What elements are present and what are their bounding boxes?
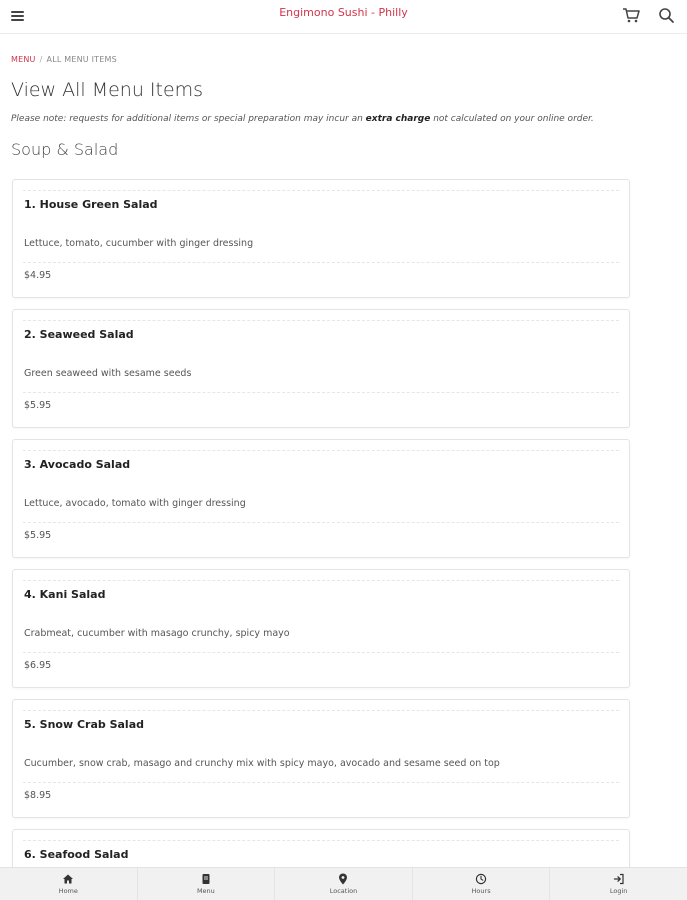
home-icon [62,873,74,885]
item-name: 2. Seaweed Salad [24,328,134,341]
section-title: Soup & Salad [11,140,119,159]
menu-item-card[interactable] [12,569,630,688]
nav-home[interactable] [0,868,138,900]
item-description: Cucumber, snow crab, masago and crunchy mix with spicy mayo, avocado and sesame seed on top [24,758,500,769]
menu-item-card[interactable] [12,699,630,818]
clock-icon [475,873,487,885]
breadcrumb-separator: / [39,55,43,64]
nav-menu[interactable] [138,868,276,900]
nav-label: Login [609,887,628,895]
item-price: $6.95 [24,660,52,671]
breadcrumb-current: ALL MENU ITEMS [46,55,117,64]
restaurant-title[interactable]: Engimono Sushi - Philly [279,6,408,19]
nav-label: Menu [196,887,215,895]
breadcrumb-menu-link[interactable]: MENU [11,55,36,64]
item-price: $4.95 [24,270,52,281]
menu-item-list [12,179,630,900]
bottom-nav [0,867,687,900]
cart-icon[interactable] [620,5,642,25]
top-bar [0,0,687,34]
item-price: $8.95 [24,790,52,801]
item-description: Green seaweed with sesame seeds [24,368,192,379]
order-note [11,114,594,124]
item-name: 1. House Green Salad [24,198,158,211]
note-suffix: not calculated on your online order. [430,114,594,124]
nav-location[interactable] [275,868,413,900]
item-name: 6. Seafood Salad [24,848,129,861]
page-title: View All Menu Items [11,79,204,101]
nav-label: Location [329,887,358,895]
item-name: 3. Avocado Salad [24,458,131,471]
item-description: Crabmeat, cucumber with masago crunchy, spicy mayo [24,628,290,639]
menu-item-card[interactable] [12,179,630,298]
item-name: 5. Snow Crab Salad [24,718,145,731]
location-pin-icon [337,873,349,885]
login-icon [613,873,625,885]
nav-login[interactable] [550,868,687,900]
nav-label: Home [58,887,78,895]
item-name: 4. Kani Salad [24,588,106,601]
menu-item-card[interactable] [12,439,630,558]
menu-item-card[interactable] [12,309,630,428]
breadcrumb [11,55,117,64]
item-description: Lettuce, avocado, tomato with ginger dressing [24,498,246,509]
note-prefix: Please note: requests for additional items or special preparation may incur an [11,114,366,124]
nav-hours[interactable] [413,868,551,900]
item-description: Lettuce, tomato, cucumber with ginger dressing [24,238,254,249]
nav-label: Hours [471,887,491,895]
item-price: $5.95 [24,530,52,541]
search-icon[interactable] [656,5,678,25]
note-emphasis: extra charge [365,114,431,124]
menu-book-icon [200,873,212,885]
item-price: $5.95 [24,400,52,411]
